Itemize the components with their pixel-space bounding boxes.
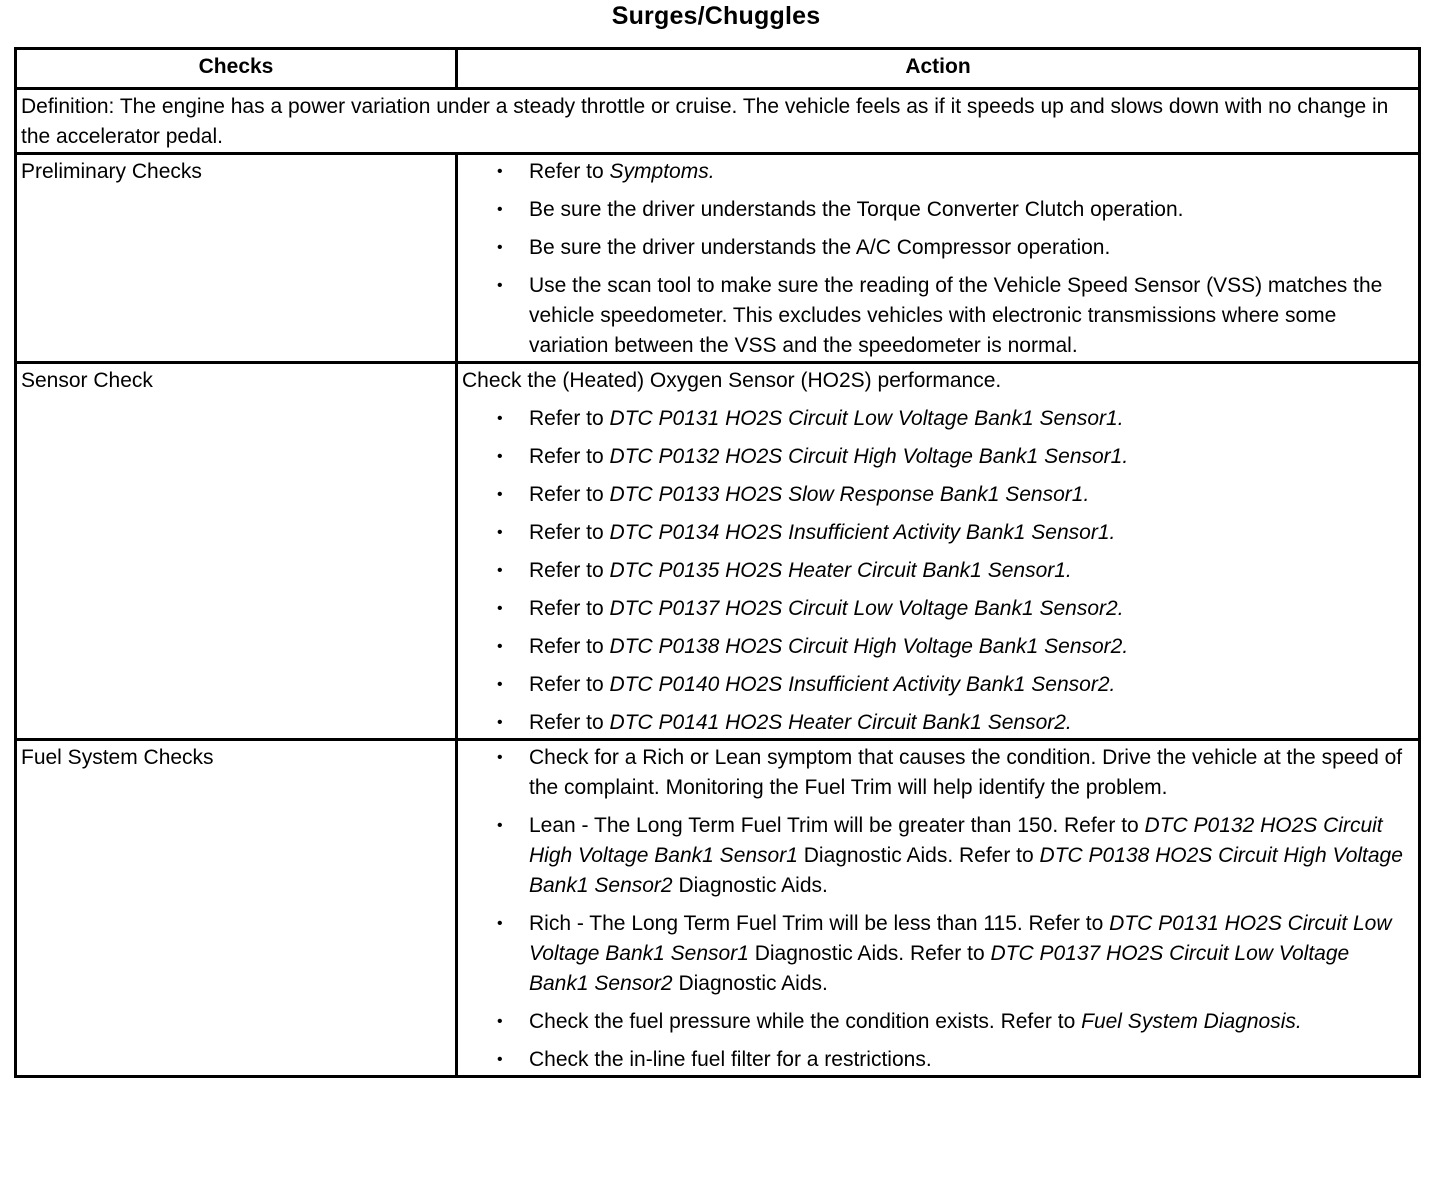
item-text: Refer to	[529, 521, 610, 544]
header-row	[16, 49, 1420, 89]
item-text: Be sure the driver understands the A/C Compressor operation.	[529, 236, 1111, 259]
reference-text: Symptoms.	[609, 160, 715, 183]
sensor-check-actions	[457, 363, 1420, 740]
list-item	[462, 233, 1414, 263]
list-item	[462, 442, 1414, 472]
preliminary-checks-list	[462, 157, 1414, 361]
item-text: Check the fuel pressure while the condition exists. Refer to	[529, 1010, 1082, 1033]
item-text: Be sure the driver understands the Torque Converter Clutch operation.	[529, 198, 1184, 221]
item-text: Refer to	[529, 407, 610, 430]
list-item	[462, 404, 1414, 434]
list-item	[462, 1045, 1414, 1075]
table-row	[16, 740, 1420, 1077]
list-item	[462, 271, 1414, 361]
checks-column-header: Checks	[16, 49, 457, 89]
item-text: Refer to	[529, 711, 610, 734]
table-row	[16, 154, 1420, 363]
list-item	[462, 811, 1414, 901]
reference-text: DTC P0137 HO2S Circuit Low Voltage Bank1 Sensor2.	[609, 597, 1124, 620]
item-text: Diagnostic Aids. Refer to	[797, 844, 1040, 867]
reference-text: DTC P0132 HO2S Circuit High Voltage Bank1 Sensor1.	[609, 445, 1129, 468]
list-item	[462, 1007, 1414, 1037]
list-item	[462, 743, 1414, 803]
item-text: Refer to	[529, 445, 610, 468]
list-item	[462, 518, 1414, 548]
sensor-check-list	[462, 404, 1414, 738]
item-text: Refer to	[529, 635, 610, 658]
list-item	[462, 909, 1414, 999]
list-item	[462, 632, 1414, 662]
reference-text: DTC P0131 HO2S Circuit Low Voltage Bank1 Sensor1.	[609, 407, 1124, 430]
fuel-system-checks-list	[462, 743, 1414, 1075]
diagnostic-table	[14, 47, 1421, 1078]
item-text: Check for a Rich or Lean symptom that causes the condition. Drive the vehicle at the speed of the complaint. Monitoring the Fuel Trim will help identify the problem.	[529, 746, 1403, 799]
list-item	[462, 708, 1414, 738]
action-column-header: Action	[457, 49, 1420, 89]
fuel-system-checks-label: Fuel System Checks	[16, 740, 457, 1077]
definition-text: Definition: The engine has a power variation under a steady throttle or cruise. The vehicle feels as if it speeds up and slows down with no change in the accelerator pedal.	[16, 89, 1420, 154]
item-text: Refer to	[529, 160, 610, 183]
list-item	[462, 594, 1414, 624]
item-text: Lean - The Long Term Fuel Trim will be greater than 150. Refer to	[529, 814, 1145, 837]
item-text: Diagnostic Aids. Refer to	[748, 942, 991, 965]
item-text: Diagnostic Aids.	[672, 972, 828, 995]
list-item	[462, 480, 1414, 510]
reference-text: Fuel System Diagnosis.	[1081, 1010, 1302, 1033]
preliminary-checks-actions	[457, 154, 1420, 363]
item-text: Use the scan tool to make sure the reading of the Vehicle Speed Sensor (VSS) matches the vehicle speedometer. This excludes vehicles with electronic transmissions where some variation between the VSS and the speedometer is normal.	[529, 274, 1383, 357]
table-row	[16, 363, 1420, 740]
list-item	[462, 195, 1414, 225]
list-item	[462, 670, 1414, 700]
reference-text: DTC P0134 HO2S Insufficient Activity Bank1 Sensor1.	[609, 521, 1116, 544]
item-text: Refer to	[529, 559, 610, 582]
reference-text: DTC P0140 HO2S Insufficient Activity Bank1 Sensor2.	[609, 673, 1116, 696]
preliminary-checks-label: Preliminary Checks	[16, 154, 457, 363]
reference-text: DTC P0132 HO2S Circuit High Voltage Bank1 Sensor1	[529, 814, 1383, 867]
reference-text: DTC P0138 HO2S Circuit High Voltage Bank1 Sensor2.	[609, 635, 1129, 658]
sensor-check-label: Sensor Check	[16, 363, 457, 740]
item-text: Check the in-line fuel filter for a restrictions.	[529, 1048, 932, 1071]
item-text: Diagnostic Aids.	[672, 874, 828, 897]
page-title: Surges/Chuggles	[611, 2, 821, 30]
definition-row	[16, 89, 1420, 154]
reference-text: DTC P0138 HO2S Circuit High Voltage Bank1 Sensor2	[529, 844, 1403, 897]
reference-text: DTC P0131 HO2S Circuit Low Voltage Bank1 Sensor1	[529, 912, 1392, 965]
item-text: Rich - The Long Term Fuel Trim will be less than 115. Refer to	[529, 912, 1110, 935]
item-text: Refer to	[529, 673, 610, 696]
item-text: Refer to	[529, 483, 610, 506]
list-item	[462, 556, 1414, 586]
reference-text: DTC P0141 HO2S Heater Circuit Bank1 Sensor2.	[609, 711, 1072, 734]
item-text: Refer to	[529, 597, 610, 620]
reference-text: DTC P0135 HO2S Heater Circuit Bank1 Sensor1.	[609, 559, 1072, 582]
list-item	[462, 157, 1414, 187]
sensor-check-intro: Check the (Heated) Oxygen Sensor (HO2S) performance.	[462, 369, 1002, 392]
reference-text: DTC P0137 HO2S Circuit Low Voltage Bank1 Sensor2	[529, 942, 1350, 995]
fuel-system-checks-actions	[457, 740, 1420, 1077]
reference-text: DTC P0133 HO2S Slow Response Bank1 Sensor1.	[609, 483, 1090, 506]
